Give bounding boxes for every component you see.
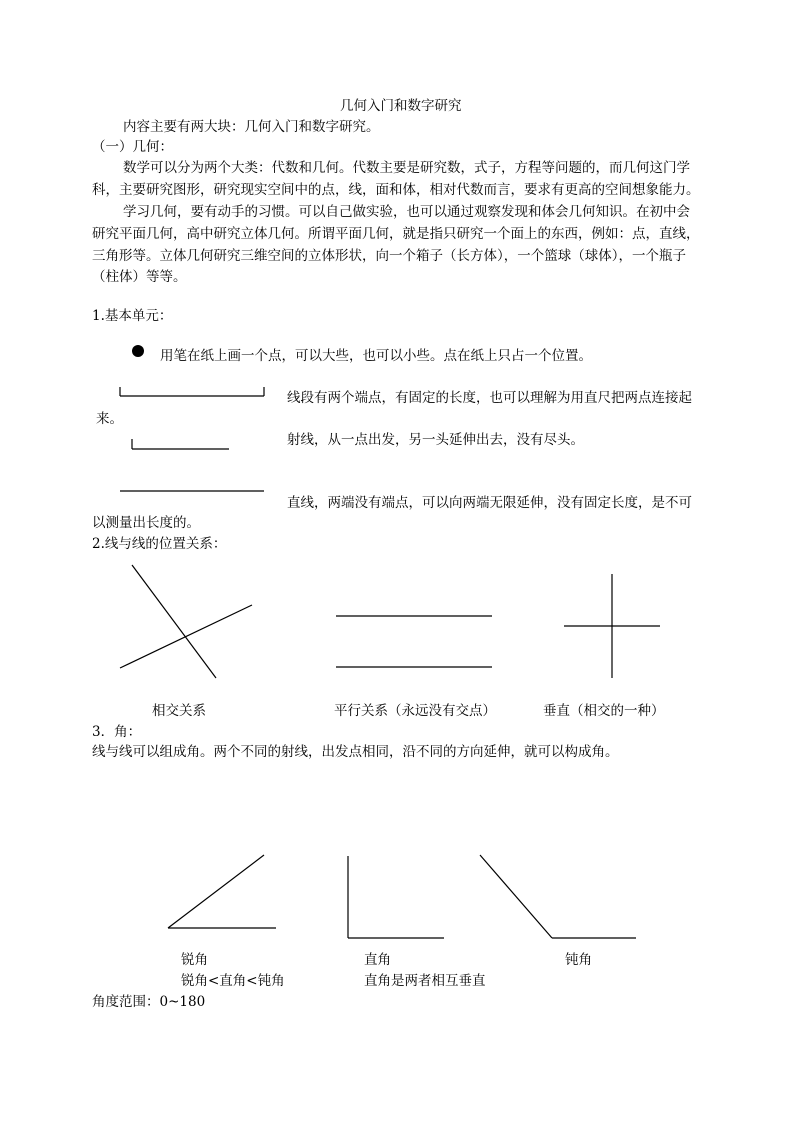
section-heading-geometry: （一）几何： xyxy=(92,139,173,155)
page-title: 几何入门和数字研究 xyxy=(340,98,462,114)
right-angle-figure xyxy=(348,856,444,938)
paragraph-line: 研究平面几何，高中研究立体几何。所谓平面几何，就是指只研究一个面上的东西，例如：点，直线， xyxy=(92,226,700,242)
intersect-caption: 相交关系 xyxy=(152,703,206,719)
perpendicular-caption: 垂直（相交的一种） xyxy=(543,703,665,719)
obtuse-angle-figure xyxy=(480,855,636,938)
angle-definition: 线与线可以组成角。两个不同的射线，出发点相同，沿不同的方向延伸，就可以构成角。 xyxy=(92,744,619,760)
relations-heading: 2.线与线的位置关系： xyxy=(92,536,227,552)
ray-figure xyxy=(132,439,229,449)
point-description: 用笔在纸上画一个点，可以大些，也可以小些。点在纸上只占一个位置。 xyxy=(160,348,592,364)
angle-range: 角度范围：0~180 xyxy=(92,994,206,1010)
obtuse-caption: 钝角 xyxy=(565,952,592,968)
acute-caption: 锐角 xyxy=(181,952,208,968)
right-angle-note: 直角是两者相互垂直 xyxy=(364,973,486,989)
basic-units-heading: 1.基本单元： xyxy=(92,308,173,324)
perpendicular-lines-figure xyxy=(564,574,660,678)
acute-angle-figure xyxy=(168,855,276,928)
parallel-caption: 平行关系（永远没有交点） xyxy=(334,703,496,719)
intro-line: 内容主要有两大块：几何入门和数字研究。 xyxy=(123,119,380,135)
paragraph-line: 数学可以分为两个大类：代数和几何。代数主要是研究数，式子，方程等问题的，而几何这门学 xyxy=(123,160,690,176)
parallel-lines-figure xyxy=(336,616,492,667)
angle-comparison: 锐角<直角<钝角 xyxy=(181,973,285,989)
line-description: 直线，两端没有端点，可以向两端无限延伸，没有固定长度，是不可 xyxy=(287,495,692,511)
paragraph-line: 科，主要研究图形，研究现实空间中的点，线，面和体，相对代数而言，要求有更高的空间想象能力。 xyxy=(92,182,700,198)
angles-heading: 3．角： xyxy=(92,724,142,740)
segment-description: 线段有两个端点，有固定的长度，也可以理解为用直尺把两点连接起 xyxy=(287,390,692,406)
point-dot xyxy=(132,345,144,357)
intersecting-lines-figure xyxy=(120,565,252,678)
segment-description-cont: 来。 xyxy=(96,411,123,427)
ray-description: 射线，从一点出发，另一头延伸出去，没有尽头。 xyxy=(287,432,584,448)
right-caption: 直角 xyxy=(364,952,391,968)
paragraph-line: 三角形等。立体几何研究三维空间的立体形状，向一个箱子（长方体），一个篮球（球体），一个瓶子 xyxy=(92,248,686,264)
line-description-cont: 以测量出长度的。 xyxy=(92,515,200,531)
paragraph-line: （柱体）等等。 xyxy=(92,269,187,285)
paragraph-line: 学习几何，要有动手的习惯。可以自己做实验，也可以通过观察发现和体会几何知识。在初中会 xyxy=(123,204,690,220)
segment-figure xyxy=(120,387,264,396)
